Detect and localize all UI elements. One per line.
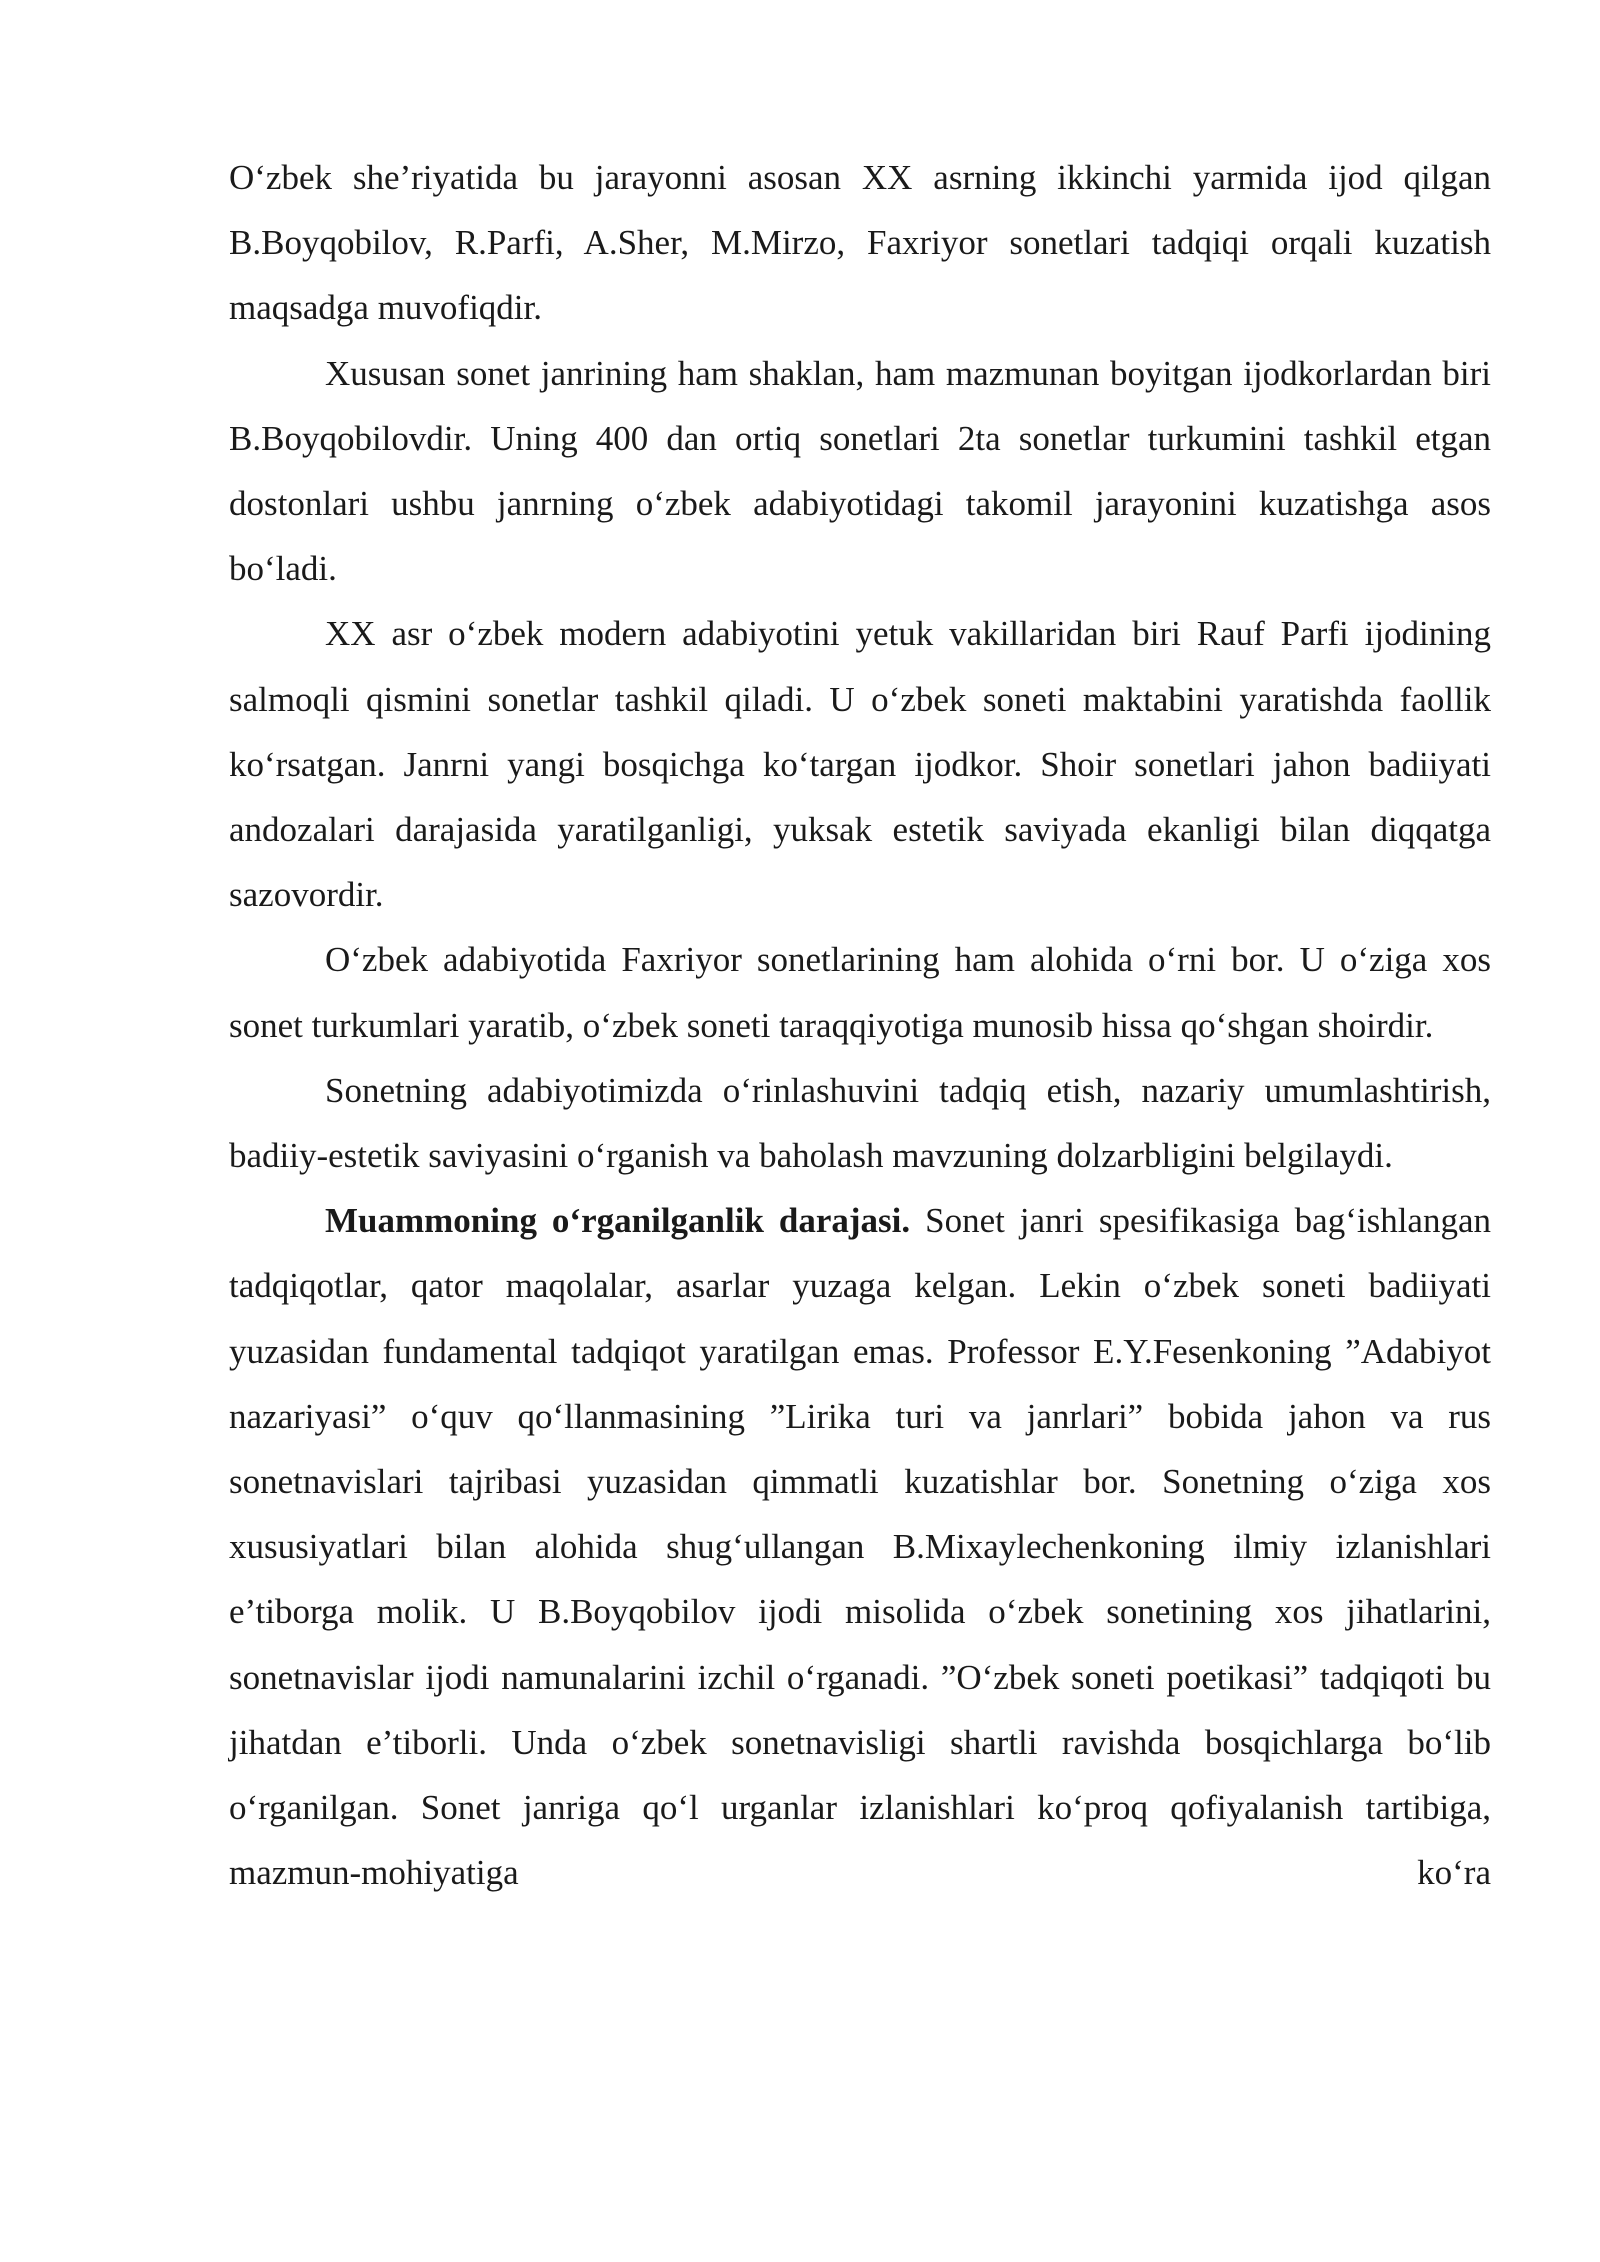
paragraph-5 — [229, 1058, 1491, 1188]
paragraph-4 — [229, 927, 1491, 1057]
paragraph-text: Sonet janri spesifikasiga bag‘ishlangan tadqiqotlar, qator maqolalar, asarlar yuzaga kelgan. Lekin o‘zbek soneti badiiyati yuzasidan fundamental tadqiqot yaratilgan emas. Professor E.Y.Fesenkoning ”Adabiyot nazariyasi” o‘quv qo‘llanmasining ”Lirika turi va janrlari” bobida jahon va rus sonetnavislari tajribasi yuzasidan qimmatli kuzatishlar bor. Sonetning o‘ziga xos xususiyatlari bilan alohida shug‘ullangan B.Mixaylechenkoning ilmiy izlanishlari e’tiborga molik. U B.Boyqobilov ijodi misolida o‘zbek sonetining xos jihatlarini, sonetnavislar ijodi namunalarini izchil o‘rganadi. ”O‘zbek soneti poetikasi” tadqiqoti bu jihatdan e’tiborli. Unda o‘zbek sonetnavisligi shartli ravishda bosqichlarga bo‘lib o‘rganilgan. Sonet janriga qo‘l urganlar izlanishlari ko‘proq qofiyalanish tartibiga, mazmun-mohiyatiga ko‘ra — [229, 1201, 1491, 1893]
paragraph-2 — [229, 341, 1491, 602]
paragraph-6 — [229, 1188, 1491, 1905]
paragraph-text: Sonetning adabiyotimizda o‘rinlashuvini tadqiq etish, nazariy umumlashtirish, badiiy-estetik saviyasini o‘rganish va baholash mavzuning dolzarbligini belgilaydi. — [229, 1070, 1491, 1176]
paragraph-text: O‘zbek she’riyatida bu jarayonni asosan XX asrning ikkinchi yarmida ijod qilgan B.Boyqobilov, R.Parfi, A.Sher, M.Mirzo, Faxriyor sonetlari tadqiqi orqali kuzatish maqsadga muvofiqdir. — [229, 158, 1491, 328]
paragraph-text: Xususan sonet janrining ham shaklan, ham mazmunan boyitgan ijodkorlardan biri B.Boyqobilovdir. Uning 400 dan ortiq sonetlari 2ta sonetlar turkumini tashkil etgan dostonlari ushbu janrning o‘zbek adabiyotidagi takomil jarayonini kuzatishga asos bo‘ladi. — [229, 353, 1491, 589]
paragraph-text: XX asr o‘zbek modern adabiyotini yetuk vakillaridan biri Rauf Parfi ijodining salmoqli qismini sonetlar tashkil qiladi. U o‘zbek soneti maktabini yaratishda faollik ko‘rsatgan. Janrni yangi bosqichga ko‘targan ijodkor. Shoir sonetlari jahon badiiyati andozalari darajasida yaratilganligi, yuksak estetik saviyada ekanligi bilan diqqatga sazovordir. — [229, 614, 1491, 915]
paragraph-1 — [229, 145, 1491, 341]
paragraph-text: O‘zbek adabiyotida Faxriyor sonetlarining ham alohida o‘rni bor. U o‘ziga xos sonet turkumlari yaratib, o‘zbek soneti taraqqiyotiga munosib hissa qo‘shgan shoirdir. — [229, 940, 1491, 1045]
section-heading: Muammoning o‘rganilganlik darajasi. — [325, 1201, 911, 1241]
document-page — [229, 145, 1491, 1905]
paragraph-3 — [229, 601, 1491, 927]
